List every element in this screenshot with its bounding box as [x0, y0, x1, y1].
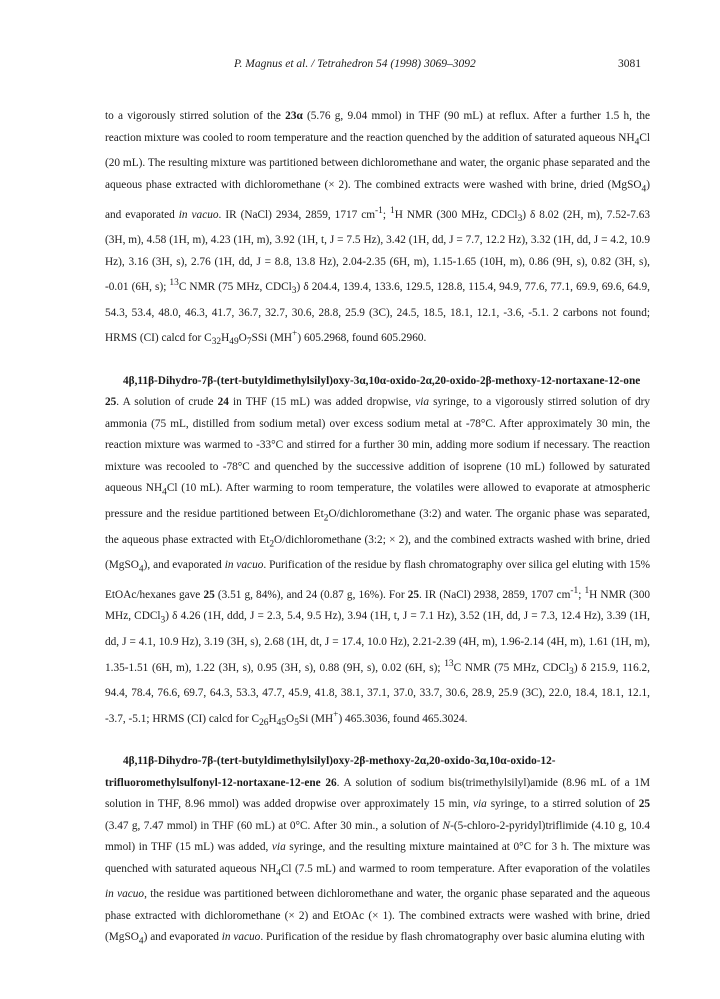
- compound-ref: 23α: [285, 110, 303, 122]
- running-header: [0, 58, 720, 76]
- compound-number: 25: [105, 396, 117, 409]
- compound-name: 4β,11β-Dihydro-7β-(tert-butyldimethylsilyl)oxy-2β-methoxy-2α,20-oxido-3α,10α-oxido-12-trifluoromethylsulfonyl-12-nortaxane-12-ene: [105, 755, 556, 789]
- compound-name: 4β,11β-Dihydro-7β-(tert-butyldimethylsilyl)oxy-3α,10α-oxido-2α,20-oxido-2β-methoxy-12-nortaxane-12-one: [123, 374, 641, 387]
- article-body: [105, 106, 650, 953]
- page-number: 3081: [618, 58, 641, 70]
- compound-number: 26: [325, 776, 337, 789]
- running-title: P. Magnus et al. / Tetrahedron 54 (1998) 3069–3092: [234, 58, 476, 70]
- paragraph-compound-25: 4β,11β-Dihydro-7β-(tert-butyldimethylsilyl)oxy-3α,10α-oxido-2α,20-oxido-2β-methoxy-12-nortaxane-12-one 25. A solution of crude 24 in THF (15 mL) was added dropwise, via syringe, to a vigorously stirred solution of dry ammonia (75 mL, distilled from sodium metal) over excess sodium metal at -78°C. After approximately 30 min, the reaction mixture was warmed to -33°C and stirred for a further 30 min, adding more sodium if necessary. The reaction mixture was recooled to -78°C and quenched by the successive addition of isoprene (10 mL) followed by saturated aqueous $NH_4Cl$ (10 mL). After warming to room temperature, the volatiles were allowed to evaporate at atmospheric pressure and the residue partitioned between $Et_2O$/dichloromethane (3:2) and water. The organic phase was separated, the aqueous phase extracted with $Et_2O$/dichloromethane (3:2; × 2), and the combined extracts washed with brine, dried (MgSO$_4$), and evaporated in vacuo. Purification of the residue by flash chromatography over silica gel eluting with 15% EtOAc/hexanes gave 25 (3.51 g, 84%), and 24 (0.87 g, 16%). For 25. IR (NaCl) 2938, 2859, 1707 $cm^{-1}$; $^1$H NMR (300 MHz, CDCl$_3$) δ 4.26 (1H, ddd, J = 2.3, 5.4, 9.5 Hz), 3.94 (1H, t, J = 7.1 Hz), 3.52 (1H, dd, J = 7.3, 12.4 Hz), 3.39 (1H, dd, J = 4.1, 10.9 Hz), 3.19 (3H, s), 2.68 (1H, dt, J = 17.4, 10.0 Hz), 2.21-2.39 (4H, m), 1.96-2.14 (4H, m), 1.61 (1H, m), 1.35-1.51 (6H, m), 1.22 (3H, s), 0.95 (3H, s), 0.88 (9H, s), 0.02 (6H, s); $^{13}$C NMR (75 MHz, CDCl$_3$) δ 215.9, 116.2, 94.4, 78.4, 76.6, 69.7, 64.3, 53.3, 47.7, 45.9, 41.8, 38.1, 37.1, 37.0, 33.7, 30.6, 28.9, 25.9 (3C), 22.0, 18.4, 18.1, 12.1, -3.7, -5.1; HRMS (CI) calcd for $C_{26}H_{45}O_5Si$ (MH+) 465.3036, found 465.3024.: [105, 374, 651, 728]
- paragraph-compound-26: 4β,11β-Dihydro-7β-(tert-butyldimethylsilyl)oxy-2β-methoxy-2α,20-oxido-3α,10α-oxido-12-trifluoromethylsulfonyl-12-nortaxane-12-ene 26. A solution of sodium bis(trimethylsilyl)amide (8.96 mL of a 1M solution in THF, 8.96 mmol) was added dropwise over approximately 15 min, via syringe, to a stirred solution of 25 (3.47 g, 7.47 mmol) in THF (60 mL) at 0°C. After 30 min., a solution of N-(5-chloro-2-pyridyl)triflimide (4.10 g, 10.4 mmol) in THF (15 mL) was added, via syringe, and the resulting mixture maintained at 0°C for 3 h. The mixture was quenched with saturated aqueous $NH_4Cl$ (7.5 mL) and warmed to room temperature. After evaporation of the volatiles in vacuo, the residue was partitioned between dichloromethane and water, the organic phase separated and the aqueous phase extracted with dichloromethane (× 2) and EtOAc (× 1). The combined extracts were washed with brine, dried (MgSO$_4$) and evaporated in vacuo. Purification of the residue by flash chromatography over basic alumina eluting with: [105, 755, 651, 947]
- paragraph-continuation: to a vigorously stirred solution of the 23α (5.76 g, 9.04 mmol) in THF (90 mL) at reflux. After a further 1.5 h, the reaction mixture was cooled to room temperature and the reaction quenched by the addition of saturated aqueous $NH_4Cl$ (20 mL). The resulting mixture was partitioned between dichloromethane and water, the organic phase separated and the aqueous phase extracted with dichloromethane (× 2). The combined extracts were washed with brine, dried (MgSO$_4$) and evaporated in vacuo. IR (NaCl) 2934, 2859, 1717 $cm^{-1}$; $^1$H NMR (300 MHz, CDCl$_3$) δ 8.02 (2H, m), 7.52-7.63 (3H, m), 4.58 (1H, m), 4.23 (1H, m), 3.92 (1H, t, J = 7.5 Hz), 3.42 (1H, dd, J = 7.7, 12.2 Hz), 3.32 (1H, dd, J = 4.2, 10.9 Hz), 3.16 (3H, s), 2.76 (1H, dd, J = 8.8, 13.8 Hz), 2.04-2.35 (6H, m), 1.15-1.65 (10H, m), 0.86 (9H, s), 0.82 (3H, s), -0.01 (6H, s); $^{13}$C NMR (75 MHz, CDCl$_3$) δ 204.4, 139.4, 133.6, 129.5, 128.8, 115.4, 94.9, 77.6, 77.1, 69.9, 69.6, 64.9, 54.3, 53.4, 48.0, 46.3, 41.7, 36.7, 32.7, 30.6, 28.8, 25.9 (3C), 24.5, 18.5, 18.1, 12.1, -3.6, -5.1. 2 carbons not found; HRMS (CI) calcd for $C_{32}H_{49}O_7SSi$ (MH+) 605.2968, found 605.2960.: [105, 110, 651, 348]
